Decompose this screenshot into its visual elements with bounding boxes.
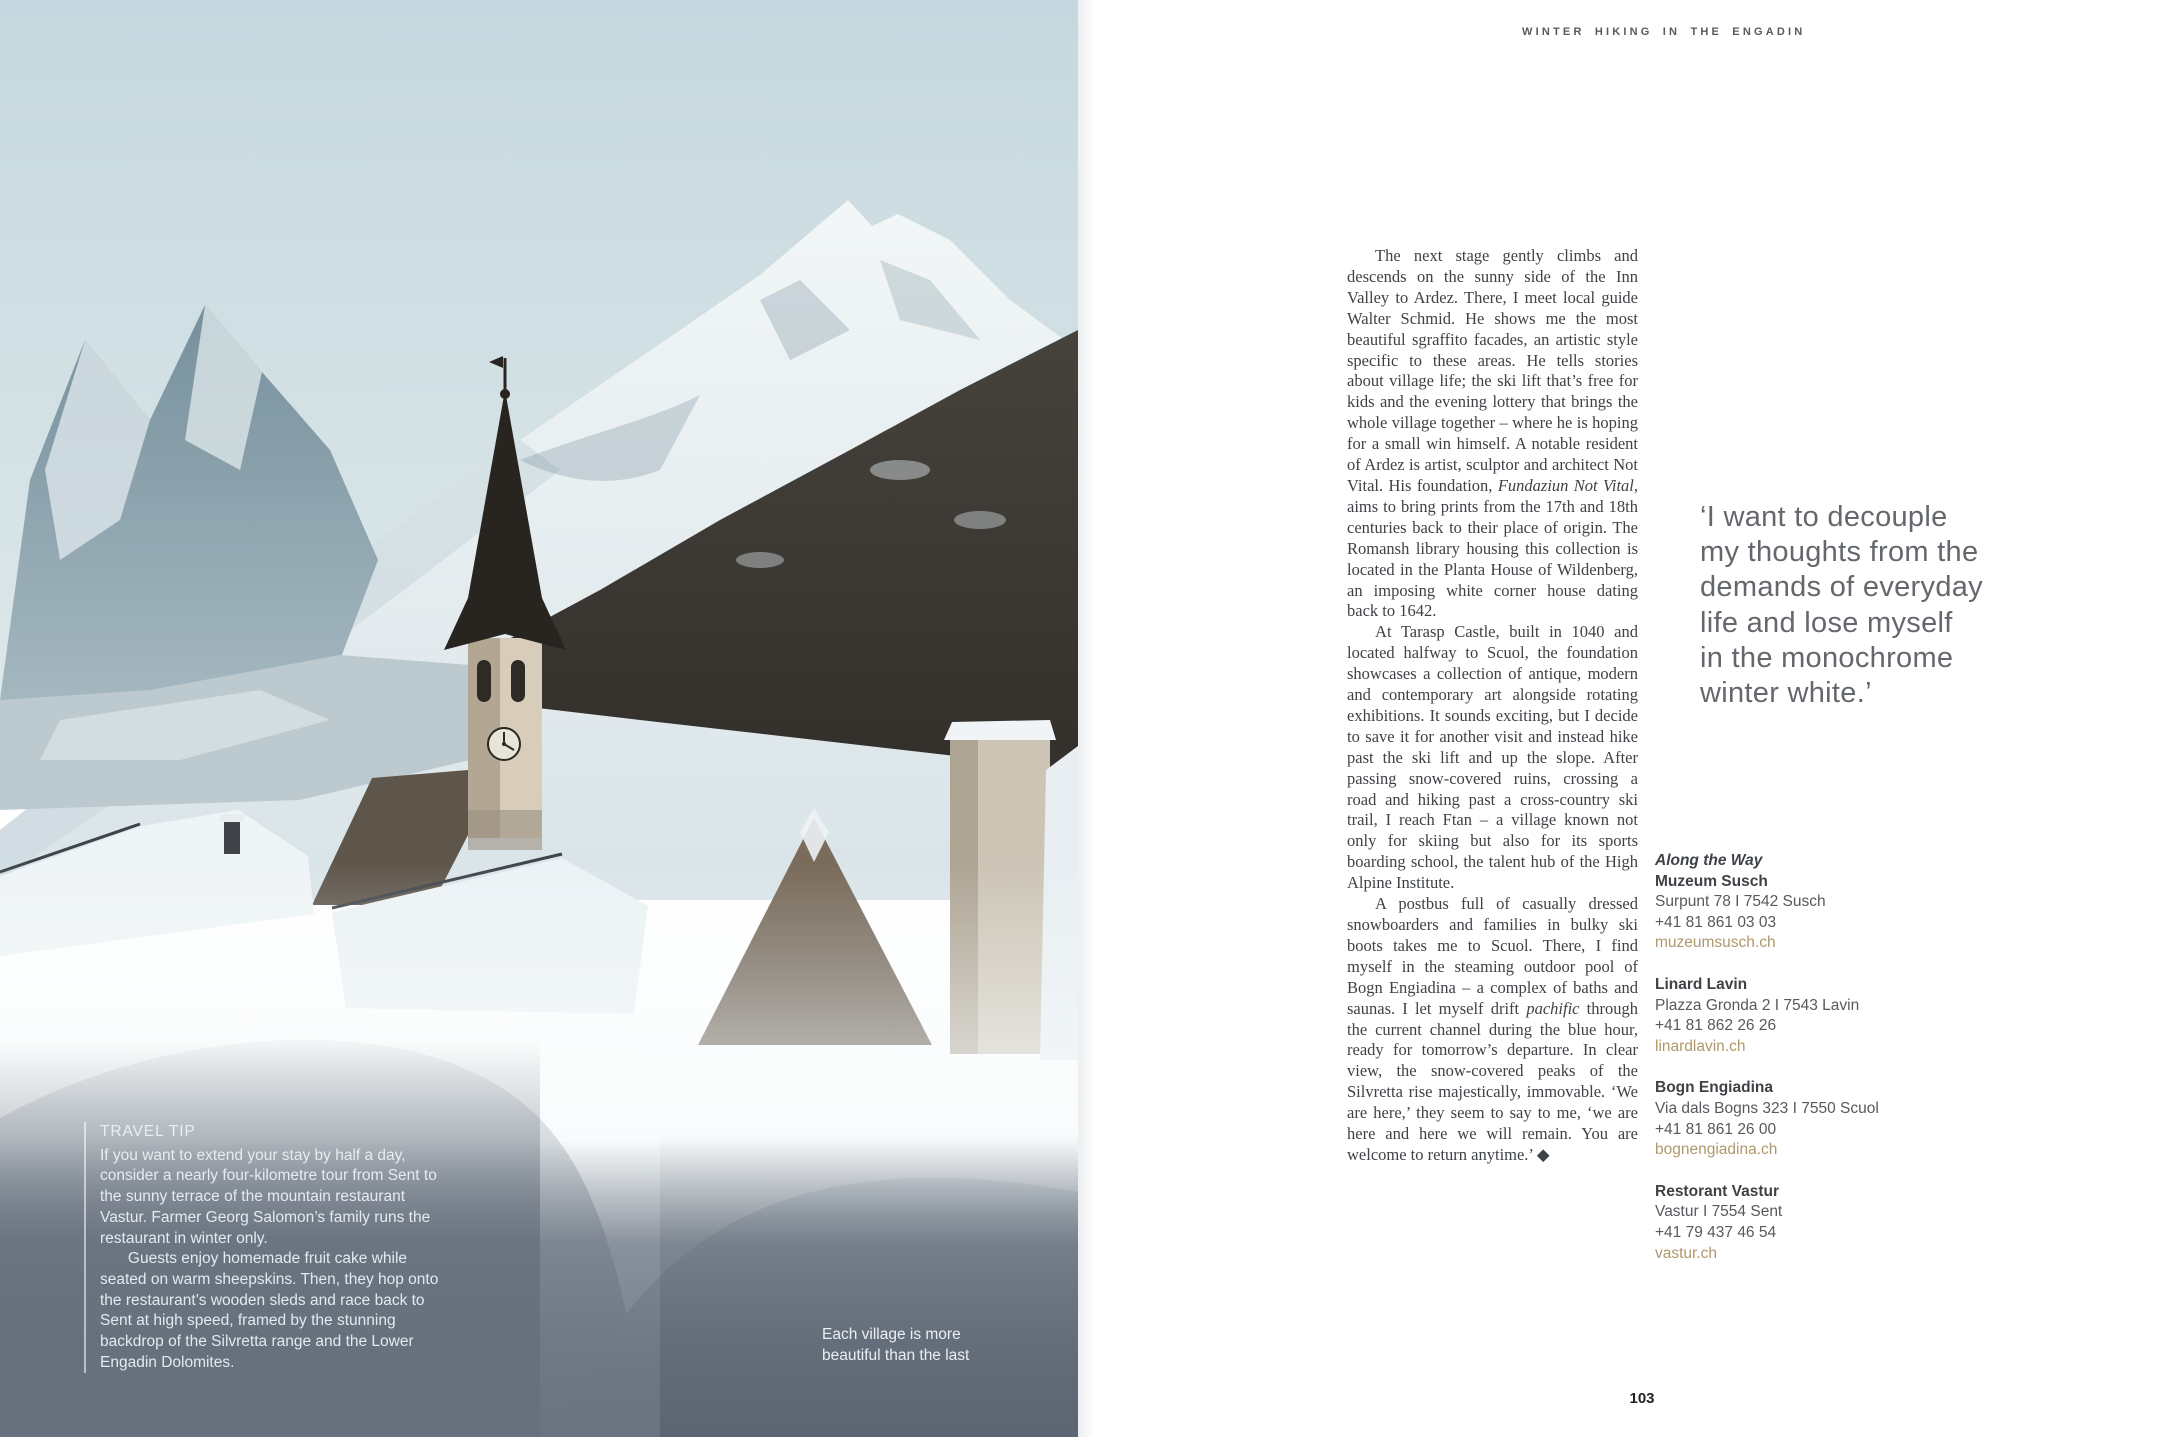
along-entry-line: +41 81 861 26 00: [1655, 1120, 1777, 1138]
running-header: WINTER HIKING IN THE ENGADIN: [1522, 26, 1806, 38]
along-entry-line: Vastur I 7554 Sent: [1655, 1203, 1783, 1221]
left-page: [0, 0, 1078, 1437]
along-entry-line: Plazza Gronda 2 I 7543 Lavin: [1655, 996, 1860, 1014]
article-paragraph: The next stage gently climbs and descends on the sunny side of the Inn Valley to Ardez. There, I meet local guide Walter Schmid. He shows me the most beautiful sgraffito facades, an artistic style specific to these areas. He tells stories about village life; the ski lift that’s free for kids and the evening lottery that brings the whole village together – where he is hoping for a small win himself. A notable resident of Ardez is artist, sculptor and architect Not Vital. His foundation, Fundaziun Not Vital, aims to bring prints from the 17th and 18th centuries back to their place of origin. The Romansh library housing this collection is located in the Planta House of Wildenberg, an imposing white corner house dating back to 1642.: [1347, 246, 1638, 621]
along-entry: [1655, 1078, 1985, 1160]
along-the-way-heading: Along the Way: [1655, 852, 1763, 869]
along-entry-line: Via dals Bogns 323 I 7550 Scuol: [1655, 1099, 1879, 1117]
along-the-way-entries: [1655, 872, 1985, 1265]
right-page: [1078, 0, 2160, 1437]
along-entry-link[interactable]: bognengiadina.ch: [1655, 1141, 1778, 1159]
travel-tip-paragraph: If you want to extend your stay by half a day, consider a nearly four-kilometre tour from Sent to the sunny terrace of the mountain restaurant Vastur. Farmer Georg Salomon’s family runs the restaurant in winter only.: [100, 1146, 437, 1247]
photo-caption: Each village is more beautiful than the last: [822, 1326, 970, 1364]
clock-face: [488, 728, 520, 760]
along-entry-name: Bogn Engiadina: [1655, 1079, 1773, 1097]
along-entry-line: +41 79 437 46 54: [1655, 1223, 1777, 1241]
along-entry: [1655, 975, 1985, 1057]
pull-quote-line: in the monochrome: [1700, 641, 1954, 674]
pull-quote-line: ‘I want to decouple: [1700, 501, 1948, 533]
pull-quote-line: demands of everyday: [1700, 571, 1983, 604]
pull-quote-line: winter white.’: [1700, 677, 1872, 710]
page-number: 103: [1629, 1390, 1655, 1407]
along-entry: [1655, 872, 1985, 954]
along-entry-link[interactable]: linardlavin.ch: [1655, 1037, 1746, 1055]
pull-quote: [1700, 500, 2160, 711]
travel-tip-paragraph: Guests enjoy homemade fruit cake while seated on warm sheepskins. Then, they hop onto the restaurant’s wooden sleds and race back to Sent at high speed, framed by the stunning backdrop of the Silvretta range and the Lower Engadin Dolomites.: [100, 1250, 439, 1371]
along-entry-name: Linard Lavin: [1655, 975, 1748, 993]
article-paragraph: A postbus full of casually dressed snowboarders and families in bulky ski boots takes me to Scuol. There, I find myself in the steaming outdoor pool of Bogn Engiadina – a complex of baths and saunas. I let myself drift pachific through the current channel during the blue hour, ready for tomorrow’s departure. In clear view, the snow-covered peaks of the Silvretta rise majestically, immovable. ‘We are here,’ they seem to say to me, ‘we are here and here we will remain. You are welcome to return anytime.’ ◆: [1347, 894, 1638, 1164]
along-entry-name: Muzeum Susch: [1655, 872, 1768, 890]
along-entry-line: +41 81 861 03 03: [1655, 913, 1777, 931]
along-entry-link[interactable]: vastur.ch: [1655, 1244, 1718, 1262]
travel-tip: [84, 1122, 452, 1373]
along-entry-link[interactable]: muzeumsusch.ch: [1655, 934, 1776, 952]
article-paragraph: At Tarasp Castle, built in 1040 and located halfway to Scuol, the foundation showcases a collection of antique, modern and contemporary art alongside rotating exhibitions. It sounds exciting, but I decide to save it for another visit and instead hike past the ski lift and up the slope. After passing snow-covered ruins, crossing a road and hiking past a cross-country ski trail, I reach Ftan – a village known not only for skiing but also for its sports boarding school, the talent hub of the High Alpine Institute.: [1347, 622, 1638, 893]
article-text: [1347, 246, 1638, 1166]
along-entry-line: Surpunt 78 I 7542 Susch: [1655, 893, 1826, 911]
pull-quote-line: life and lose myself: [1700, 606, 1953, 639]
travel-tip-label: TRAVEL TIP: [100, 1123, 196, 1140]
along-entry-line: +41 81 862 26 26: [1655, 1017, 1777, 1035]
along-entry-name: Restorant Vastur: [1655, 1182, 1780, 1200]
along-entry: [1655, 1182, 1985, 1264]
along-the-way: [1655, 851, 1985, 1285]
pull-quote-line: my thoughts from the: [1700, 536, 1979, 569]
